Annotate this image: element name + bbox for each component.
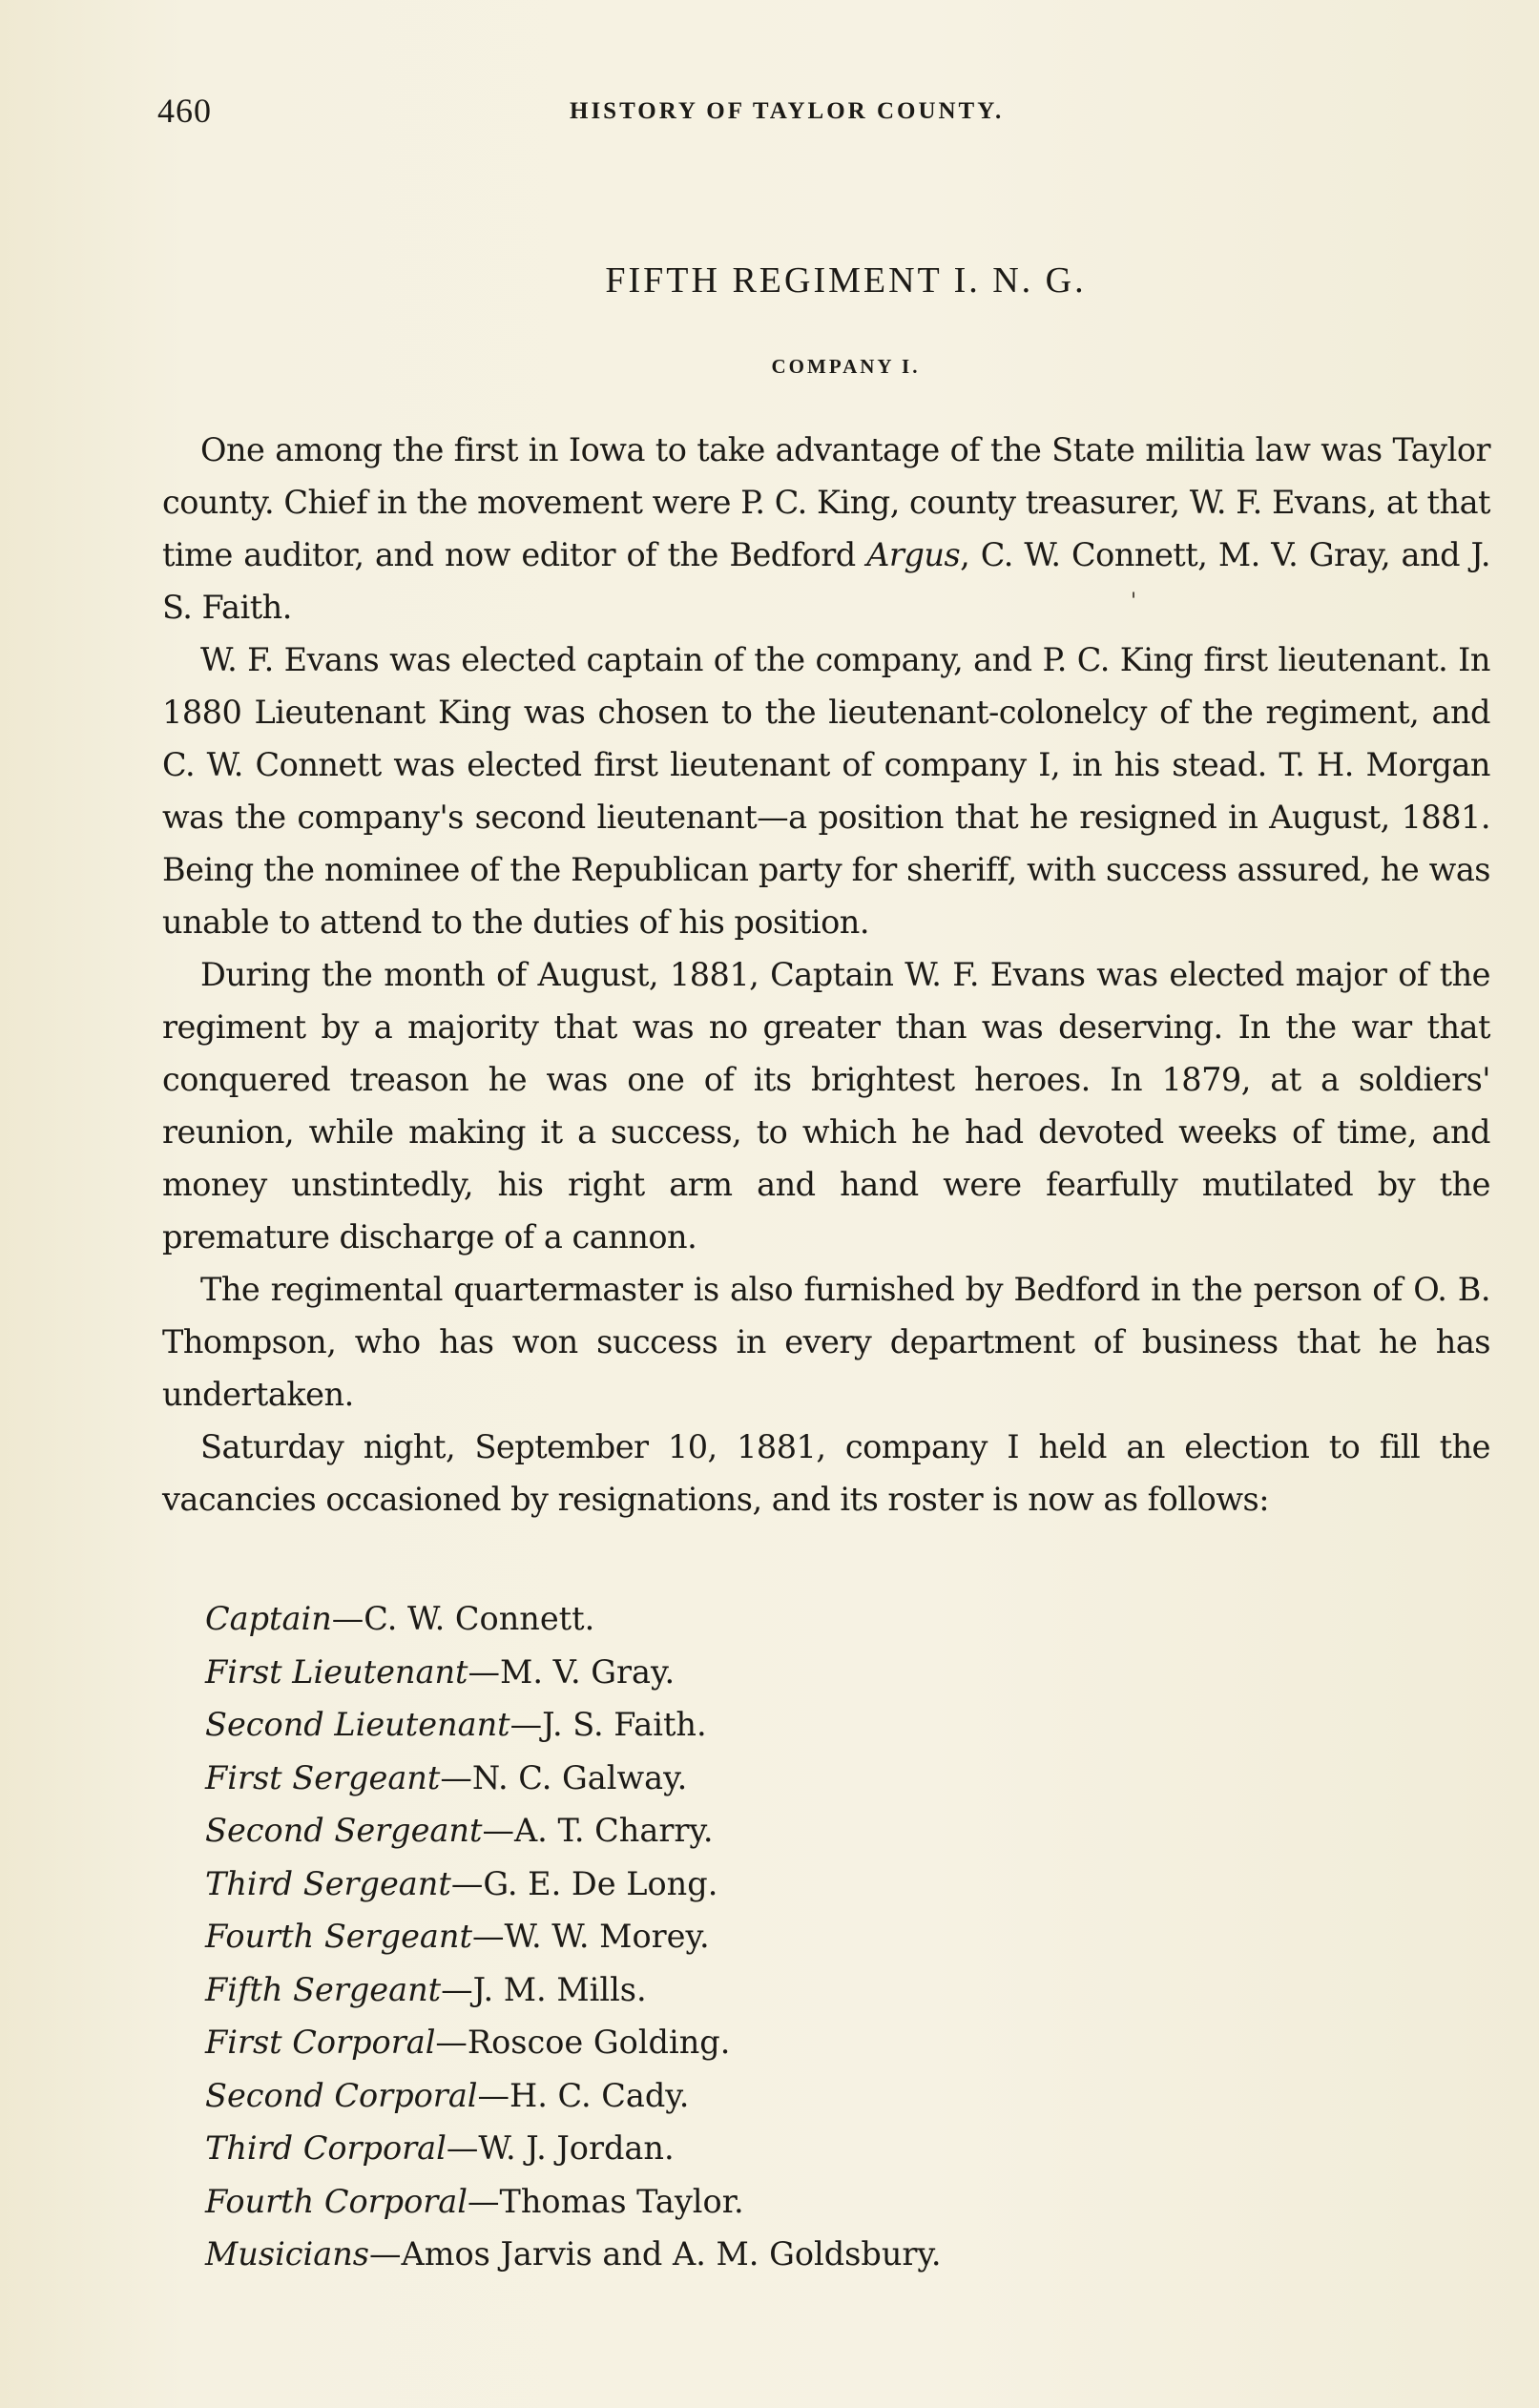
roster-name: —J. M. Mills.: [441, 1970, 647, 2008]
page-number: 460: [157, 92, 212, 130]
roster-row: [205, 1698, 1445, 1752]
paragraph-1: [162, 424, 1490, 633]
stray-mark: ': [1131, 590, 1137, 613]
running-title: HISTORY OF TAYLOR COUNTY.: [570, 98, 1005, 124]
roster-name: —A. T. Charry.: [482, 1812, 714, 1849]
roster-name: —G. E. De Long.: [450, 1864, 718, 1902]
roster-row: [205, 2016, 1445, 2069]
roster-name: —H. C. Cady.: [477, 2076, 690, 2114]
roster-row: [205, 1804, 1445, 1858]
roster-rank: Captain: [205, 1600, 332, 1637]
paragraph-2: W. F. Evans was elected captain of the company, and P. C. King first lieutenant. In 1880 Lieutenant King was chosen to the lieutenant-colonelcy of the regiment, and C. W. Connett was elected first lieutenant of company I, in his stead. T. H. Morgan was the company's second lieutenant—a position that he resigned in August, 1881. Being the nominee of the Republican party for sheriff, with success assured, he was unable to attend to the duties of his position.: [162, 641, 1490, 941]
roster-name: —C. W. Connett.: [331, 1600, 595, 1637]
roster-name: —J. S. Faith.: [510, 1706, 707, 1743]
roster-rank: First Sergeant: [205, 1758, 441, 1796]
section-title: FIFTH REGIMENT I. N. G.: [605, 260, 1087, 301]
roster-rank: Third Corporal: [205, 2129, 447, 2167]
running-head: [157, 91, 1493, 129]
roster-rank: First Lieutenant: [205, 1652, 468, 1691]
roster-name: —M. V. Gray.: [468, 1652, 676, 1691]
roster-rank: Fifth Sergeant: [205, 1970, 442, 2008]
newspaper-name: Argus: [866, 536, 961, 573]
roster-name: —Amos Jarvis and A. M. Goldsbury.: [369, 2235, 942, 2273]
paragraph-1-text-end: , C. W. Connett, M. V. Gray, and J. S. Faith.: [162, 536, 1490, 626]
roster-rank: Second Corporal: [205, 2076, 478, 2114]
roster-rank: Musicians: [205, 2235, 369, 2273]
roster-row: [205, 2069, 1445, 2123]
roster-name: —W. J. Jordan.: [446, 2129, 675, 2167]
roster-row: [205, 2175, 1445, 2229]
roster-rank: First Corporal: [205, 2024, 436, 2061]
roster-row: [205, 1858, 1445, 1911]
roster-rank: Second Sergeant: [205, 1812, 483, 1849]
roster-name: —Thomas Taylor.: [468, 2182, 744, 2220]
roster-name: —W. W. Morey.: [471, 1918, 710, 1955]
roster-row: [205, 2122, 1445, 2175]
roster-row: [205, 1752, 1445, 1805]
roster-row: [205, 1646, 1445, 1699]
roster-rank: Fourth Sergeant: [205, 1918, 472, 1955]
paragraph-5: Saturday night, September 10, 1881, company I held an election to fill the vacancies occasioned by resignations, and its roster is now as follows:: [162, 1428, 1490, 1518]
paragraph-1-text: One among the first in Iowa to take advantage of the State militia law was Taylor county. Chief in the movement were P. C. King, county treasurer, W. F. Evans, at that time auditor, and now editor of the Bedford: [162, 431, 1490, 573]
paragraph-4: The regimental quartermaster is also furnished by Bedford in the person of O. B. Thompson, who has won success in every department of business that he has undertaken.: [162, 1271, 1490, 1413]
body-text: [162, 424, 1490, 1526]
roster-row: [205, 1963, 1445, 2017]
roster-name: —Roscoe Golding.: [435, 2024, 731, 2061]
roster-row: [205, 2228, 1445, 2281]
section-subtitle: COMPANY I.: [771, 355, 921, 378]
roster-row: [205, 1592, 1445, 1646]
roster-rank: Fourth Corporal: [205, 2182, 468, 2220]
roster-row: [205, 1910, 1445, 1963]
paragraph-3: During the month of August, 1881, Captain W. F. Evans was elected major of the regiment by a majority that was no greater than was deserving. In the war that conquered treason he was one of its brightest heroes. In 1879, at a soldiers' reunion, while making it a success, to which he had devoted weeks of time, and money unstintedly, his right arm and hand were fearfully mutilated by the premature discharge of a cannon.: [162, 956, 1490, 1256]
roster-rank: Third Sergeant: [205, 1864, 451, 1902]
roster-rank: Second Lieutenant: [205, 1706, 510, 1743]
roster-name: —N. C. Galway.: [440, 1758, 688, 1796]
company-roster: [205, 1592, 1445, 2281]
